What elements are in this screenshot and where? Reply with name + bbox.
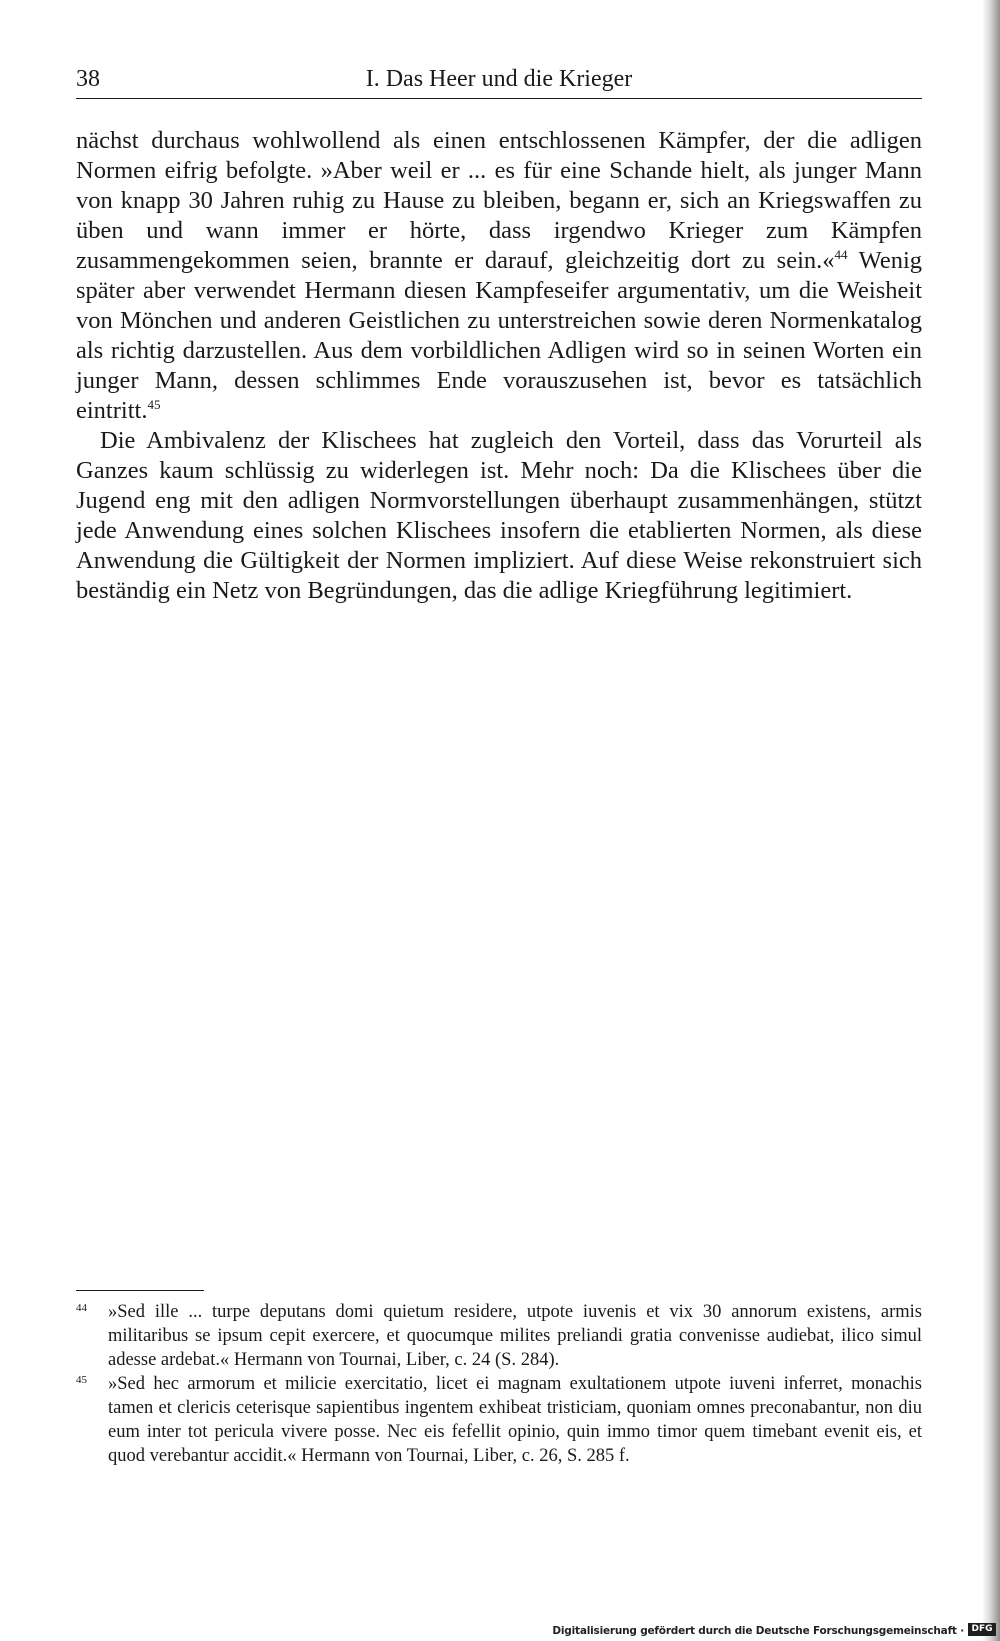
page-number: 38 xyxy=(76,66,100,92)
footnote-number: 45 xyxy=(76,1374,87,1386)
footnotes xyxy=(76,1300,922,1468)
footnote-ref-45[interactable]: 45 xyxy=(147,396,161,412)
footnote-number: 44 xyxy=(76,1302,87,1314)
paragraph-2: Die Ambivalenz der Klischees hat zugleich den Vorteil, dass das Vorurteil als Ganzes kaum schlüssig zu widerlegen ist. Mehr noch: Da die Klischees über die Jugend eng mit den adligen Normvorstellungen überhaupt zusammenhängen, stützt jede Anwendung eines solchen Klischees insofern die etablierten Normen, als diese Anwendung die Gültigkeit der Normen impliziert. Auf diese Weise rekonstruiert sich beständig ein Netz von Begründungen, das die adlige Kriegführung legitimiert. xyxy=(76,427,922,604)
scan-edge-shadow xyxy=(982,0,1000,1641)
dfg-logo: DFG xyxy=(968,1623,996,1636)
footnote-ref-44[interactable]: 44 xyxy=(834,246,848,262)
footnote-45 xyxy=(76,1372,922,1468)
main-text xyxy=(76,126,922,606)
footnote-separator xyxy=(76,1290,204,1291)
running-head xyxy=(76,64,922,99)
footnote-text: »Sed ille ... turpe deputans domi quietum residere, utpote iuvenis et vix 30 annorum existens, armis militaribus se ipsum cepit exercere, et quocumque milites preliandi gratia convenisse audiebat, ilico simul adesse ardebat.« Hermann von Tournai, Liber, c. 24 (S. 284). xyxy=(108,1302,922,1370)
paragraph-1 xyxy=(76,126,922,426)
footnote-text: »Sed hec armorum et milicie exercitatio, licet ei magnam exultationem utpote iuveni inferret, monachis tamen et clericis ceterisque sapientibus ingentem exhibeat tristiciam, quoniam omnes preconabantur, non diu eum inter tot pericula vivere posse. Nec eis fefellit opinio, quin immo timor quem timebant evenit eis, et quod verebantur accidit.« Hermann von Tournai, Liber, c. 26, S. 285 f. xyxy=(108,1374,922,1466)
footnote-44 xyxy=(76,1300,922,1372)
digitization-credit: Digitalisierung gefördert durch die Deutsche Forschungsgemeinschaft · xyxy=(552,1625,964,1637)
paragraph-1-part-b: Wenig später aber verwendet Hermann diesen Kampfeseifer argumentativ, um die Weisheit von Mönchen und anderen Geistlichen zu unterstreichen sowie deren Normenkatalog als richtig darzustellen. Aus dem vorbildlichen Adligen wird so in seinen Worten ein junger Mann, dessen schlimmes Ende vorauszusehen ist, bevor es tatsächlich eintritt. xyxy=(76,247,922,424)
chapter-title: I. Das Heer und die Krieger xyxy=(365,66,633,92)
paragraph-1-part-a: nächst durchaus wohlwollend als einen entschlossenen Kämpfer, der die adligen Normen eifrig befolgte. »Aber weil er ... es für eine Schande hielt, als junger Mann von knapp 30 Jahren ruhig zu Hause zu bleiben, begann er, sich an Kriegswaffen zu üben und wann immer er hörte, dass irgendwo Krieger zum Kämpfen zusammengekommen seien, brannte er darauf, gleichzeitig dort zu sein.« xyxy=(76,127,922,274)
